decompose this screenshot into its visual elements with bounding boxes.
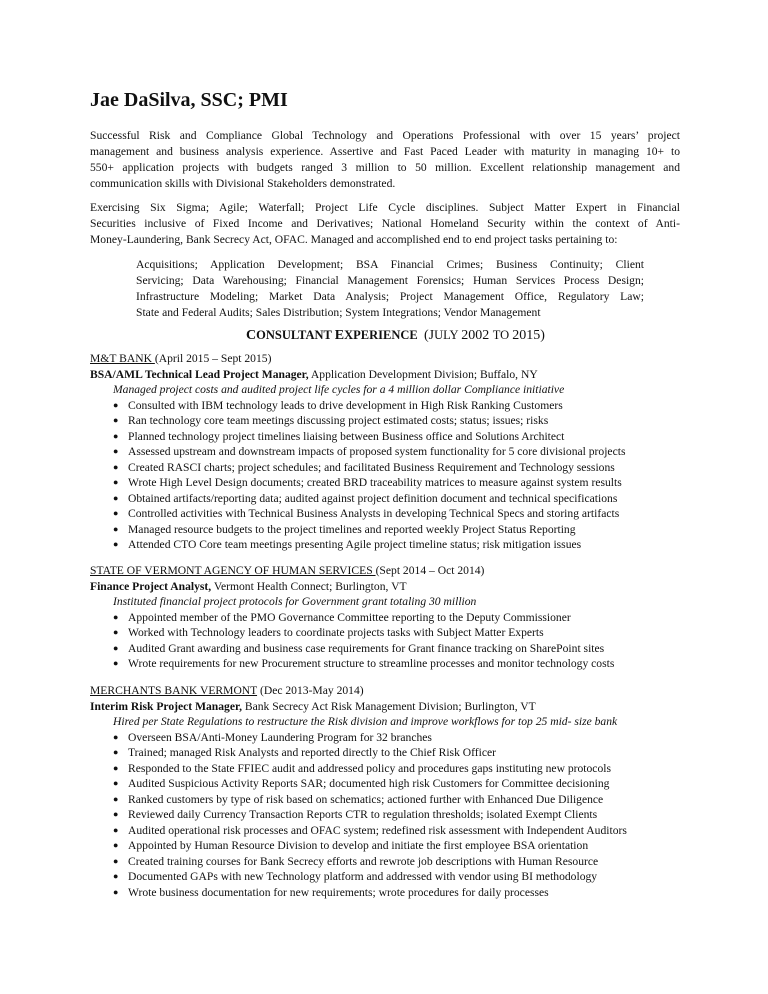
job-detail: Vermont Health Connect; Burlington, VT xyxy=(211,579,407,593)
list-item: ● Appointed member of the PMO Governance Committee reporting to the Deputy Commissioner xyxy=(113,610,571,624)
bullet-icon: ● xyxy=(113,611,119,622)
list-item: ● Audited operational risk processes and OFAC system; redefined risk assessment with Independent Auditors xyxy=(113,823,627,837)
job-dates: (April 2015 – Sept 2015) xyxy=(154,352,272,365)
bullet-icon: ● xyxy=(113,508,119,518)
summary-line: management and business analysis experience. Assertive and Fast Paced Leader with maturity in managing 10+ to xyxy=(90,145,680,158)
list-item: ● Documented GAPs with new Technology platform and addressed with vendor using BI methodology xyxy=(113,870,598,883)
job-title: Interim Risk Project Manager, xyxy=(90,699,242,713)
focus-line: State and Federal Audits; Sales Distribution; System Integrations; Vendor Management xyxy=(136,306,541,319)
list-item: ● Ran technology core team meetings discussing project estimated costs; status; issues; risks xyxy=(113,414,549,427)
bullet-icon: ● xyxy=(113,747,119,757)
job-detail: Application Development Division; Buffalo, NY xyxy=(308,367,538,381)
list-item: ● Assessed upstream and downstream impacts of proposed system functionality for 5 core divisional projects xyxy=(113,445,626,458)
list-item: ● Managed resource budgets to the project timelines and reported weekly Project Status Reporting xyxy=(113,522,576,536)
bullet-icon: ● xyxy=(113,415,119,425)
summary-paragraph xyxy=(90,128,680,192)
list-item: ● Audited Suspicious Activity Reports SAR; documented high risk Customers for Committee decisioning xyxy=(113,777,610,790)
bullet-icon: ● xyxy=(113,855,119,866)
bullet-icon: ● xyxy=(113,627,119,637)
list-item: ● Wrote business documentation for new requirements; wrote procedures for daily processes xyxy=(113,885,549,899)
list-item: ● Obtained artifacts/reporting data; audited against project definition document and technical specifications xyxy=(113,491,618,505)
summary-line: communication skills with Divisional Stakeholders demonstrated. xyxy=(90,177,396,190)
bullet-icon: ● xyxy=(113,492,119,503)
bullet-icon: ● xyxy=(113,477,119,487)
bullet-icon: ● xyxy=(113,523,119,534)
list-item: ● Planned technology project timelines liaising between Business office and Solutions Architect xyxy=(113,429,565,443)
bullet-icon: ● xyxy=(113,809,119,819)
expertise-line: Exercising Six Sigma; Agile; Waterfall; Project Life Cycle disciplines. Subject Matter Expert in Financial xyxy=(90,201,680,214)
expertise-line: Securities inclusive of Fixed Income and Derivatives; National Homeland Security within the context of Anti- xyxy=(90,217,680,230)
bullet-icon: ● xyxy=(113,539,119,549)
bullet-icon: ● xyxy=(113,399,119,410)
job-summary: Hired per State Regulations to restructure the Risk division and improve workflows for top 25 mid- size bank xyxy=(113,715,618,728)
job-bullets xyxy=(90,398,690,553)
list-item: ● Ranked customers by type of risk based on schematics; actioned further with Enhanced Due Diligence xyxy=(113,792,604,806)
bullet-icon: ● xyxy=(113,871,119,881)
bullet-icon: ● xyxy=(113,840,119,850)
bullet-icon: ● xyxy=(113,731,119,742)
job-entry xyxy=(90,563,690,672)
bullet-icon: ● xyxy=(113,430,119,441)
focus-areas xyxy=(136,257,644,321)
section-title-consultant-experience: CONSULTANT EXPERIENCE (JULY 2002 TO 2015) xyxy=(246,328,545,343)
bullet-icon: ● xyxy=(113,642,119,653)
list-item: ● Responded to the State FFIEC audit and addressed policy and procedures gaps instituting new protocols xyxy=(113,761,611,775)
list-item: ● Created training courses for Bank Secrecy efforts and rewrote job descriptions with Human Resource xyxy=(113,854,599,868)
job-summary: Managed project costs and audited project life cycles for a 4 million dollar Compliance initiative xyxy=(113,383,565,396)
list-item: ● Attended CTO Core team meetings presenting Agile project timeline status; risk mitigation issues xyxy=(113,538,582,551)
job-summary: Instituted financial project protocols for Government grant totaling 30 million xyxy=(113,595,477,608)
bullet-icon: ● xyxy=(113,886,119,897)
focus-line: Infrastructure Modeling; Market Data Analysis; Project Management Office, Regulatory Law; xyxy=(136,290,644,303)
focus-line: Servicing; Data Warehousing; Financial Management Forensics; Human Services Process Design; xyxy=(136,274,644,287)
bullet-icon: ● xyxy=(113,461,119,472)
list-item: ● Wrote requirements for new Procurement structure to streamline processes and monitor technology costs xyxy=(113,657,615,670)
job-bullets xyxy=(90,730,690,901)
job-dates: (Sept 2014 – Oct 2014) xyxy=(375,564,485,577)
summary-line: 550+ application projects with budgets ranged 3 million to 50 million. Excellent relationship management and xyxy=(90,161,680,174)
employer-name: MERCHANTS BANK VERMONT xyxy=(90,684,258,697)
job-title: Finance Project Analyst, xyxy=(90,579,212,593)
job-entry xyxy=(90,683,690,900)
list-item: ● Appointed by Human Resource Division to develop and initiate the first employee BSA orientation xyxy=(113,839,589,852)
bullet-icon: ● xyxy=(113,762,119,773)
job-dates: (Dec 2013-May 2014) xyxy=(257,684,364,697)
list-item: ● Reviewed daily Currency Transaction Reports CTR to regulation thresholds; isolated Exempt Clients xyxy=(113,808,598,821)
list-item: ● Consulted with IBM technology leads to drive development in High Risk Ranking Customers xyxy=(113,398,563,412)
bullet-icon: ● xyxy=(113,778,119,788)
bullet-icon: ● xyxy=(113,824,119,835)
employer-name: STATE OF VERMONT AGENCY OF HUMAN SERVICES xyxy=(90,564,376,577)
expertise-paragraph xyxy=(90,200,680,248)
job-title: BSA/AML Technical Lead Project Manager, xyxy=(90,367,309,381)
list-item: ● Controlled activities with Technical Business Analysts in developing Technical Specs and storing artifacts xyxy=(113,507,620,520)
list-item: ● Wrote High Level Design documents; created BRD traceability matrices to measure against system results xyxy=(113,476,622,489)
job-bullets xyxy=(90,610,690,672)
list-item: ● Trained; managed Risk Analysts and reported directly to the Chief Risk Officer xyxy=(113,746,497,759)
job-detail: Bank Secrecy Act Risk Management Division; Burlington, VT xyxy=(241,699,536,713)
list-item: ● Audited Grant awarding and business case requirements for Grant finance tracking on SharePoint sites xyxy=(113,641,605,655)
summary-line: Successful Risk and Compliance Global Technology and Operations Professional with over 15 years’ project xyxy=(90,129,680,142)
job-entry xyxy=(90,351,690,553)
list-item: ● Created RASCI charts; project schedules; and facilitated Business Requirement and Technology sessions xyxy=(113,460,615,474)
focus-line: Acquisitions; Application Development; BSA Financial Crimes; Business Continuity; Client xyxy=(136,258,644,271)
employer-name: M&T BANK xyxy=(90,352,155,365)
candidate-name: Jae DaSilva, SSC; PMI xyxy=(90,89,288,111)
list-item: ● Worked with Technology leaders to coordinate projects tasks with Subject Matter Experts xyxy=(113,626,544,639)
bullet-icon: ● xyxy=(113,446,119,456)
expertise-line: Money-Laundering, Bank Secrecy Act, OFAC. Managed and accomplished end to end project tasks pertaining to: xyxy=(90,233,618,246)
bullet-icon: ● xyxy=(113,793,119,804)
list-item: ● Overseen BSA/Anti-Money Laundering Program for 32 branches xyxy=(113,730,432,744)
bullet-icon: ● xyxy=(113,658,119,668)
